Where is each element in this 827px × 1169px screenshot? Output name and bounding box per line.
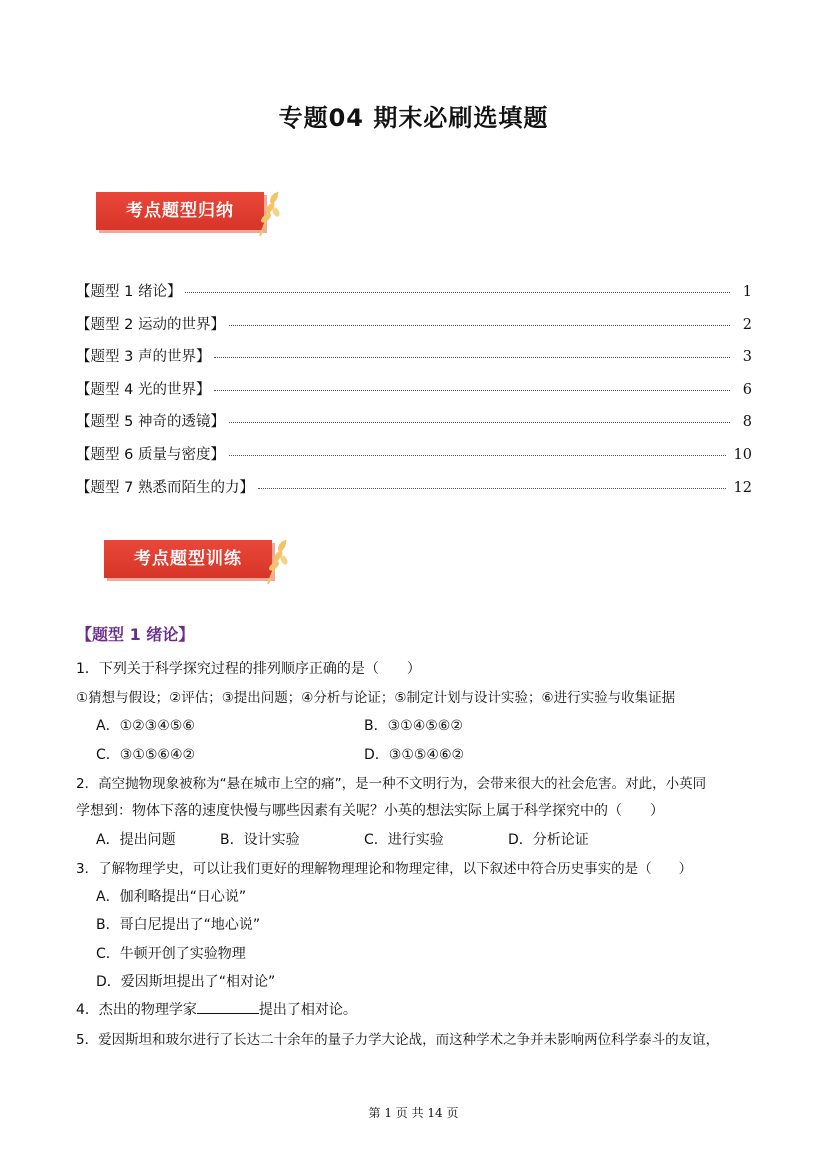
question-3-option-b[interactable]: B．哥白尼提出了“地心说” [96, 917, 261, 933]
answer-blank[interactable] [197, 1000, 259, 1014]
toc-entry-page: 10 [733, 446, 752, 463]
toc-entry[interactable] [76, 476, 752, 509]
toc-entry-label: 【题型 7 熟悉而陌生的力】 [76, 479, 254, 496]
question-1-option-a[interactable]: A．①②③④⑤⑥ [96, 718, 195, 734]
question-2-option-c[interactable]: C．进行实验 [364, 832, 444, 848]
toc-leader [229, 325, 730, 326]
banner-dots [104, 532, 144, 538]
toc-entry-page: 3 [742, 349, 752, 366]
question-4-before: 4．杰出的物理学家 [76, 1002, 197, 1018]
question-1-stem: 1．下列关于科学探究过程的排列顺序正确的是（ ） [76, 661, 421, 677]
question-1-option-d[interactable]: D．③①⑤④⑥② [364, 747, 465, 763]
toc-entry-page: 2 [742, 316, 752, 333]
toc-leader [258, 488, 726, 489]
wheat-leaf-icon [264, 536, 290, 586]
toc-entry-label: 【题型 4 光的世界】 [76, 381, 211, 398]
question-3-option-a[interactable]: A．伽利略提出“日心说” [96, 889, 247, 905]
toc-entry-label: 【题型 1 绪论】 [76, 284, 182, 300]
question-1-option-c[interactable]: C．③①⑤⑥④② [96, 747, 196, 763]
toc-entry[interactable] [76, 280, 752, 313]
question-5-line1: 5．爱因斯坦和玻尔进行了长达二十余年的量子力学大论战，而这种学术之争并未影响两位科学泰斗的友谊， [76, 1032, 720, 1048]
toc-entry[interactable] [76, 345, 752, 378]
question-2-line1: 2．高空抛物现象被称为“悬在城市上空的痛”，是一种不文明行为，会带来很大的社会危害。对此，小英同 [76, 776, 707, 792]
banner-dots [96, 184, 136, 190]
toc-entry[interactable] [76, 313, 752, 346]
page-footer: 第 1 页 共 14 页 [368, 1106, 459, 1120]
banner-label: 考点题型归纳 [126, 201, 234, 221]
toc-entry-label: 【题型 3 声的世界】 [76, 349, 211, 366]
table-of-contents [76, 280, 752, 508]
toc-entry[interactable] [76, 443, 752, 476]
question-2-option-a[interactable]: A．提出问题 [96, 832, 176, 848]
toc-entry-page: 12 [733, 479, 752, 496]
question-3-option-c[interactable]: C．牛顿开创了实验物理 [96, 946, 246, 962]
toc-entry-label: 【题型 2 运动的世界】 [76, 316, 225, 333]
question-3-stem: 3．了解物理学史，可以让我们更好的理解物理理论和物理定律，以下叙述中符合历史事实的是（ ） [76, 861, 693, 877]
toc-entry-label: 【题型 5 神奇的透镜】 [76, 414, 225, 431]
toc-entry[interactable] [76, 378, 752, 411]
question-2-option-d[interactable]: D．分析论证 [508, 832, 589, 848]
toc-entry-page: 6 [742, 381, 752, 398]
toc-leader [229, 455, 726, 456]
question-2-line2: 学想到：物体下落的速度快慢与哪些因素有关呢？小英的想法实际上属于科学探究中的（ ） [76, 803, 664, 819]
toc-entry-label: 【题型 6 质量与密度】 [76, 446, 225, 463]
question-3-option-d[interactable]: D．爱因斯坦提出了“相对论” [96, 974, 276, 990]
toc-entry[interactable] [76, 410, 752, 443]
toc-leader [214, 357, 730, 358]
banner-label: 考点题型训练 [134, 549, 242, 569]
wheat-leaf-icon [256, 188, 282, 238]
question-1-list: ①猜想与假设；②评估；③提出问题；④分析与论证；⑤制定计划与设计实验；⑥进行实验与收集证据 [76, 690, 676, 706]
question-1-option-b[interactable]: B．③①④⑤⑥② [364, 718, 463, 734]
section-title: 【题型 1 绪论】 [76, 625, 195, 644]
toc-entry-page: 8 [742, 414, 752, 431]
page-title: 专题04 期末必刷选填题 [278, 104, 549, 132]
question-2-option-b[interactable]: B．设计实验 [220, 832, 300, 848]
question-4 [76, 999, 357, 1019]
toc-leader [229, 422, 730, 423]
toc-entry-page: 1 [742, 284, 752, 300]
toc-leader [185, 292, 730, 293]
toc-leader [214, 390, 730, 391]
question-4-after: 提出了相对论。 [258, 1002, 357, 1018]
